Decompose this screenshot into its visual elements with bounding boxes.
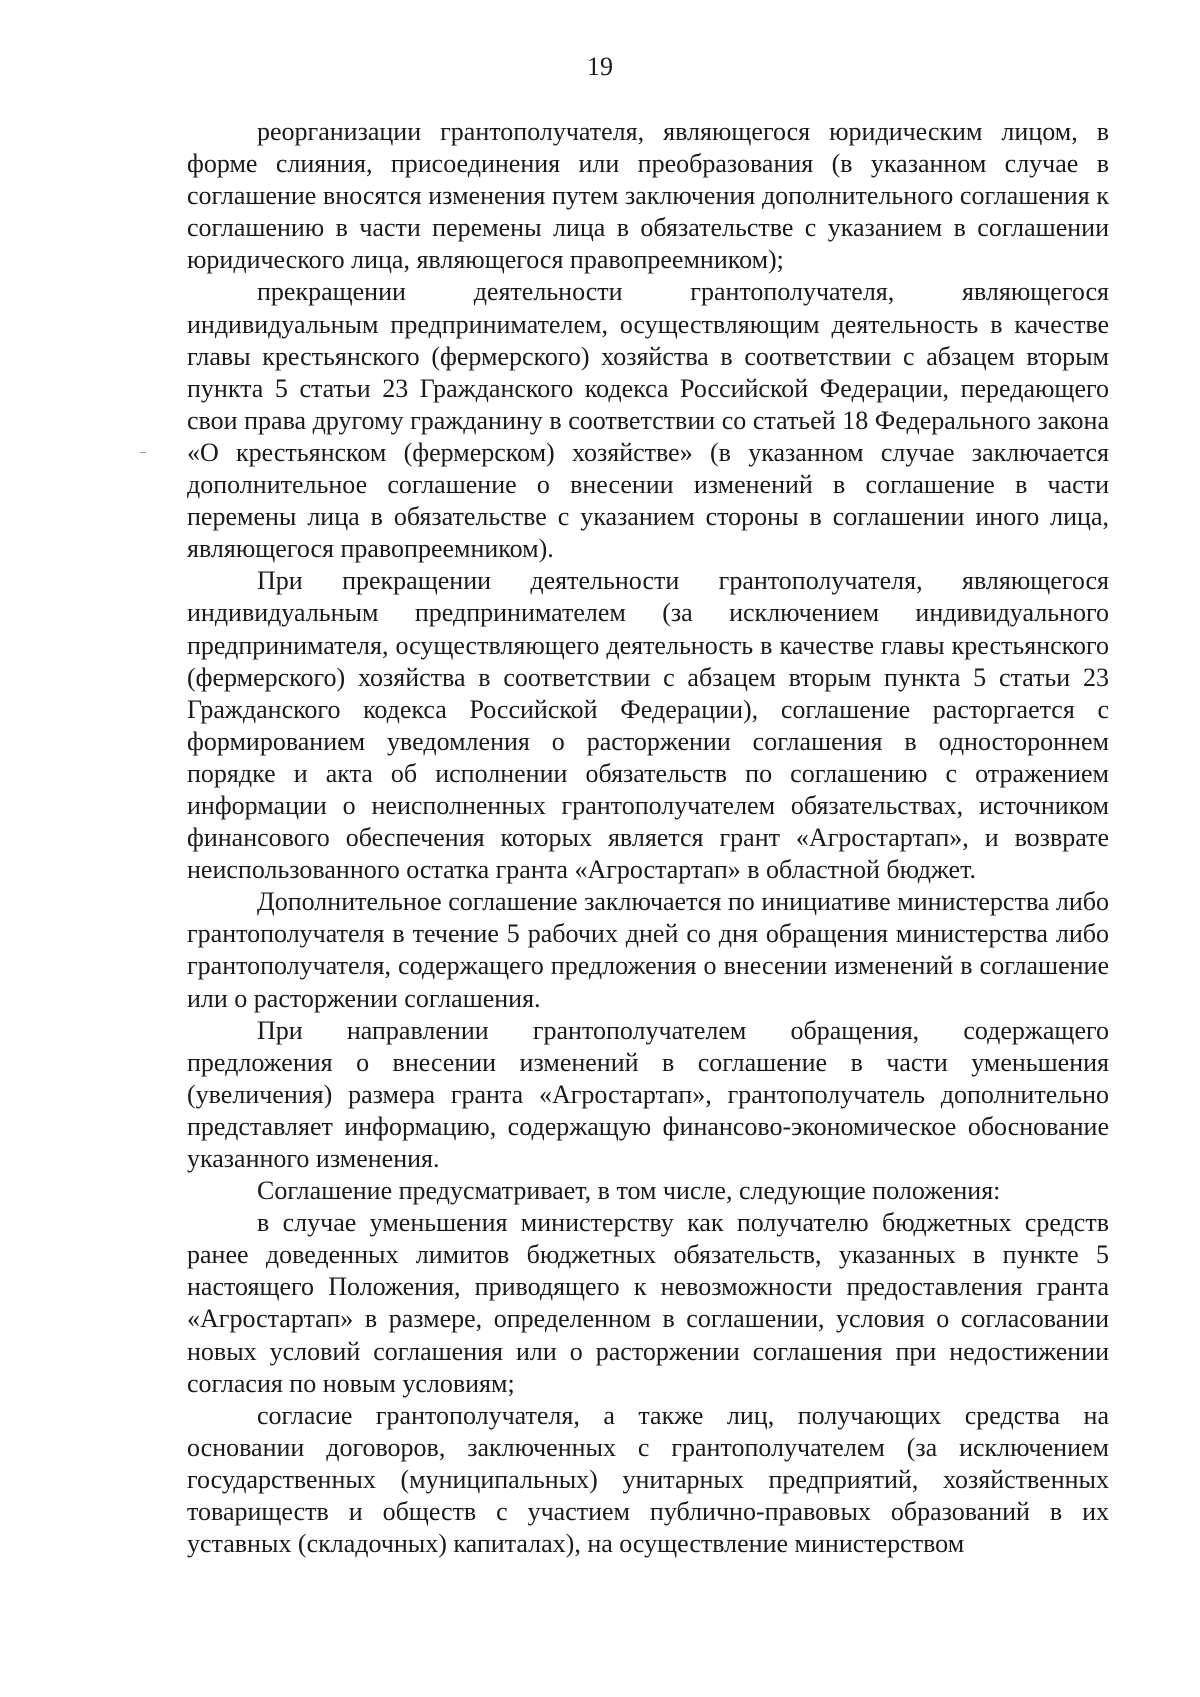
paragraph-termination-entrepreneur: При прекращении деятельности грантополучателя, являющегося индивидуальным предпринимателем (за исключением индивидуального предпринимателя, осуществляющего деятельность в качестве главы крестьянского (фермерского) хозяйства в соответствии с абзацем вторым пункта 5 статьи 23 Гражданского кодекса Российской Федерации), соглашение расторгается с формированием уведомления о расторжении соглашения в одностороннем порядке и акта об исполнении обязательств по соглашению с отражением информации о неисполненных грантополучателем обязательствах, источником финансового обеспечения которых является грант «Агростартап», и возврате неиспользованного остатка гранта «Агростартап» в областной бюджет. — [187, 566, 1109, 885]
paragraph-consent: согласие грантополучателя, а также лиц, получающих средства на основании договоров, заключенных с грантополучателем (за исключением государственных (муниципальных) унитарных предприятий, хозяйственных товариществ и обществ с участием публично-правовых образований в их уставных (складочных) капиталах), на осуществление министерством — [187, 1400, 1109, 1559]
paragraph-additional-agreement: Дополнительное соглашение заключается по инициативе министерства либо грантополучателя в течение 5 рабочих дней со дня обращения министерства либо грантополучателя, содержащего предложения о внесении изменений в соглашение или о расторжении соглашения. — [187, 887, 1109, 1013]
margin-mark — [140, 452, 146, 453]
document-body — [187, 116, 1109, 1560]
paragraph-agreement-provisions: Соглашение предусматривает, в том числе, следующие положения: — [257, 1176, 1001, 1206]
paragraph-grant-size-change: При направлении грантополучателем обращения, содержащего предложения о внесении изменений в соглашение в части уменьшения (увеличения) размера гранта «Агростартап», грантополучатель дополнительно представляет информацию, содержащую финансово-экономическое обоснование указанного изменения. — [187, 1015, 1109, 1173]
page-number: 19 — [587, 52, 613, 81]
paragraph-budget-limits: в случае уменьшения министерству как получателю бюджетных средств ранее доведенных лимитов бюджетных обязательств, указанных в пункте 5 настоящего Положения, приводящего к невозможности предоставления гранта «Агростартап» в размере, определенном в соглашении, условия о согласовании новых условий соглашения или о расторжении соглашения при недостижении согласия по новым условиям; — [187, 1208, 1109, 1398]
paragraph-termination-farm-head: прекращении деятельности грантополучателя, являющегося индивидуальным предпринимателем, осуществляющим деятельность в качестве главы крестьянского (фермерского) хозяйства в соответствии с абзацем вторым пункта 5 статьи 23 Гражданского кодекса Российской Федерации, передающего свои права другому гражданину в соответствии со статьей 18 Федерального закона «О крестьянском (фермерском) хозяйстве» (в указанном случае заключается дополнительное соглашение о внесении изменений в соглашение в части перемены лица в обязательстве с указанием стороны в соглашении иного лица, являющегося правопреемником). — [187, 277, 1109, 564]
paragraph-reorganization: реорганизации грантополучателя, являющегося юридическим лицом, в форме слияния, присоединения или преобразования (в указанном случае в соглашение вносятся изменения путем заключения дополнительного соглашения к соглашению в части перемены лица в обязательстве с указанием в соглашении юридического лица, являющегося правопреемником); — [187, 117, 1109, 275]
